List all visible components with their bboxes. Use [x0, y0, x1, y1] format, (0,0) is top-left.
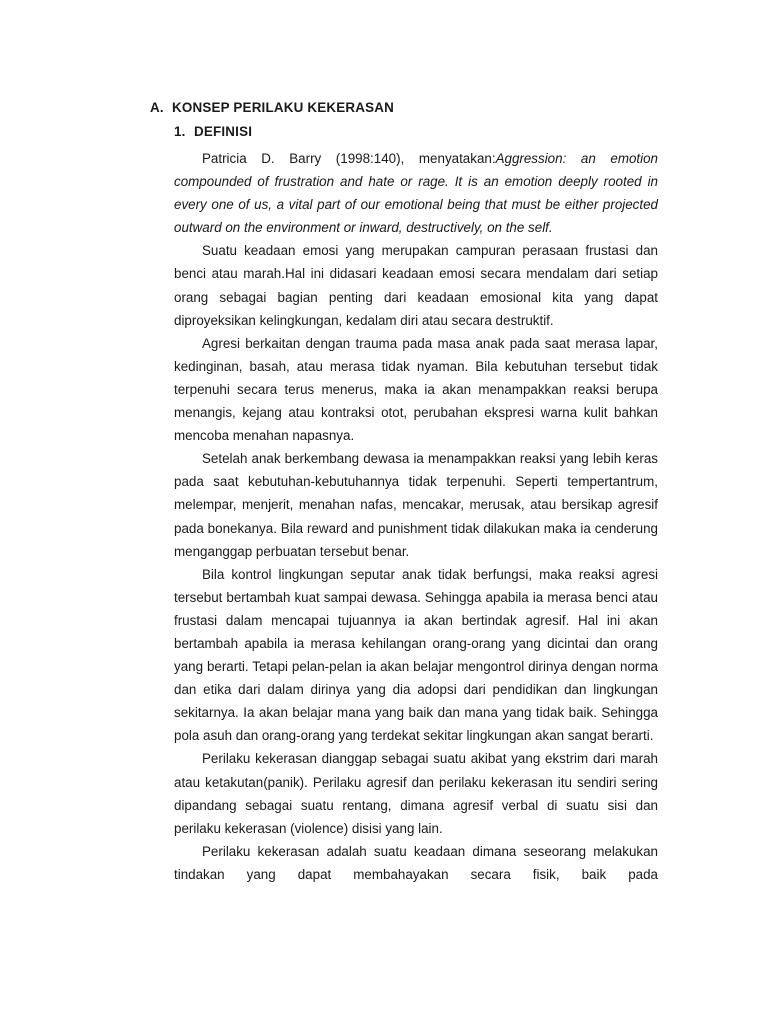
paragraph-1-quote: Aggression: an emotion compounded of frustration and hate or rage. It is an emotion deeply rooted in every one of us, a vital part of our emotional being that must be either projected outward on the environment or inward, destructively, on the self.: [174, 151, 659, 236]
paragraph-6: Perilaku kekerasan dianggap sebagai suatu akibat yang ekstrim dari marah atau ketakutan(panik). Perilaku agresif dan perilaku kekerasan itu sendiri sering dipandang sebagai suatu rentang, dimana agresif verbal di suatu sisi dan perilaku kekerasan (violence) disisi yang lain.: [174, 751, 658, 836]
paragraph-7: Perilaku kekerasan adalah suatu keadaan dimana seseorang melakukan tindakan yang dapat membahayakan secara fisik, baik pada: [174, 843, 658, 882]
paragraph-2: Suatu keadaan emosi yang merupakan campuran perasaan frustasi dan benci atau marah.Hal ini didasari keadaan emosi secara mendalam dari setiap orang sebagai bagian penting dari keadaan emosional kita yang dapat diproyeksikan kelingkungan, kedalam diri atau secara destruktif.: [174, 243, 658, 328]
body-text: [174, 147, 658, 886]
section-marker: A.: [150, 100, 164, 115]
subsection-title: DEFINISI: [194, 124, 253, 139]
section-heading: [150, 100, 394, 115]
paragraph-1: [174, 147, 658, 239]
subsection-marker: 1.: [174, 124, 186, 139]
paragraph-1-lead: Patricia D. Barry (1998:140), menyatakan:: [202, 151, 496, 166]
paragraph-3: Agresi berkaitan dengan trauma pada masa anak pada saat merasa lapar, kedinginan, basah, atau merasa tidak nyaman. Bila kebutuhan tersebut tidak terpenuhi secara terus menerus, maka ia akan menampakkan reaksi berupa menangis, kejang atau kontraksi otot, perubahan ekspresi warna kulit bahkan mencoba menahan napasnya.: [174, 335, 658, 444]
paragraph-4: Setelah anak berkembang dewasa ia menampakkan reaksi yang lebih keras pada saat kebutuhan-kebutuhannya tidak terpenuhi. Seperti tempertantrum, melempar, menjerit, menahan nafas, mencakar, merusak, atau bersikap agresif pada bonekanya. Bila reward and punishment tidak dilakukan maka ia cenderung menganggap perbuatan tersebut benar.: [174, 451, 658, 559]
subsection-heading: [174, 124, 252, 139]
section-title: KONSEP PERILAKU KEKERASAN: [172, 100, 395, 115]
paragraph-5: Bila kontrol lingkungan seputar anak tidak berfungsi, maka reaksi agresi tersebut bertambah kuat sampai dewasa. Sehingga apabila ia merasa benci atau frustasi dalam mencapai tujuannya ia akan bertindak agresif. Hal ini akan bertambah apabila ia merasa kehilangan orang-orang yang dicintai dan orang yang berarti. Tetapi pelan-pelan ia akan belajar mengontrol dirinya dengan norma dan etika dari dalam dirinya yang dia adopsi dari pendidikan dan lingkungan sekitarnya. Ia akan belajar mana yang baik dan mana yang tidak baik. Sehingga pola asuh dan orang-orang yang terdekat sekitar lingkungan akan sangat berarti.: [174, 566, 658, 744]
